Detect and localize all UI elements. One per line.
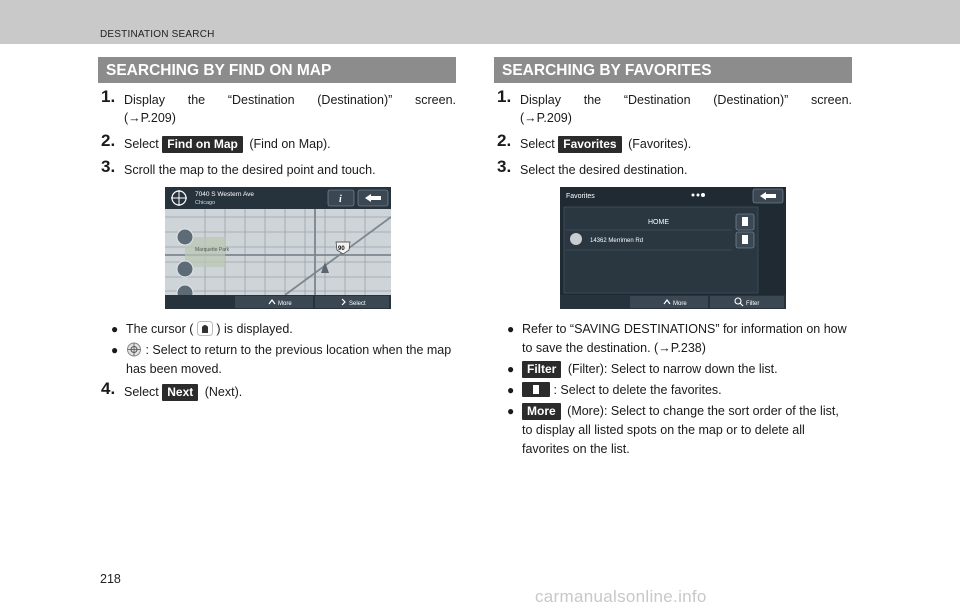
notes-list: [494, 320, 852, 459]
map-address: 7040 S Western Ave: [195, 191, 255, 198]
notes-list: [98, 320, 456, 379]
favorites-screen-title: Favorites: [566, 193, 595, 200]
more-button-label: More: [673, 301, 687, 307]
step-text: Display the “Destination (Destination)” screen.: [124, 93, 456, 107]
trash-icon: [742, 217, 748, 226]
favorites-screenshot: [560, 187, 852, 314]
note-text: (More): Select to change the sort order of the list, to display all listed spots on the map or to delete all favorites on the list.: [522, 404, 839, 456]
step-number: 3.: [101, 157, 116, 176]
step-number: 1.: [497, 87, 512, 106]
step-number: 1.: [101, 87, 116, 106]
favorites-section: [494, 57, 852, 459]
page-reference: (→P.209): [520, 111, 572, 125]
step-2: [98, 131, 456, 153]
select-button-label: Select: [349, 301, 366, 307]
favorite-home: HOME: [648, 219, 669, 226]
map-side-buttons: [177, 229, 193, 301]
highway-number: 90: [338, 246, 345, 252]
step-label: Select: [124, 137, 159, 151]
favorites-button: Favorites: [558, 136, 621, 153]
step-1: [98, 87, 456, 127]
page-reference: (→P.209): [124, 111, 176, 125]
note-cursor: ● The cursor ( ) is displayed.: [111, 322, 293, 336]
header-bar: [0, 0, 960, 44]
note-return: ● : Select to return to the previous location when the map has been moved.: [111, 343, 452, 376]
step-suffix: (Next).: [204, 385, 243, 399]
note-text: : Select to return to the previous location when the map has been moved.: [126, 343, 452, 376]
section-heading: SEARCHING BY FIND ON MAP: [98, 57, 456, 83]
note-text: Refer to “SAVING DESTINATIONS” for information on how to save the destination. (→P.238): [522, 322, 847, 355]
more-button-label: More: [278, 301, 292, 307]
favorites-screen-image: [560, 187, 786, 309]
step-4: [98, 379, 456, 401]
return-location-icon: [126, 342, 142, 357]
next-button: Next: [162, 384, 198, 401]
step-number: 2.: [497, 131, 512, 150]
step-number: 4.: [101, 379, 116, 398]
map-screenshot: [165, 187, 456, 314]
section-heading: SEARCHING BY FAVORITES: [494, 57, 852, 83]
section-title: DESTINATION SEARCH: [100, 29, 215, 40]
favorite-item: 14362 Merrimen Rd: [590, 238, 644, 244]
step-text: Select the desired destination.: [520, 163, 688, 177]
step-1: [494, 87, 852, 127]
note-more: ● More (More): Select to change the sort order of the list, to display all listed spots on the map or to delete all favorites on the list.: [507, 404, 839, 456]
find-on-map-section: [98, 57, 456, 401]
favorites-status-icons: [692, 193, 706, 197]
step-text: Scroll the map to the desired point and touch.: [124, 163, 376, 177]
note-text: The cursor (: [126, 322, 194, 336]
step-text: Display the “Destination (Destination)” screen.: [520, 93, 852, 107]
note-text: (Filter): Select to narrow down the list.: [567, 362, 778, 376]
step-number: 3.: [497, 157, 512, 176]
step-number: 2.: [101, 131, 116, 150]
step-2: [494, 131, 852, 153]
info-icon: i: [339, 194, 342, 205]
note-text: ) is displayed.: [216, 322, 293, 336]
step-suffix: (Find on Map).: [249, 137, 331, 151]
note-text: : Select to delete the favorites.: [553, 383, 722, 397]
note-refer: ● Refer to “SAVING DESTINATIONS” for information on how to save the destination. (→P.238): [507, 322, 847, 355]
trash-icon: [522, 382, 538, 397]
filter-button: Filter: [522, 361, 561, 378]
step-label: Select: [124, 385, 159, 399]
map-park-label: Marquette Park: [195, 247, 230, 253]
more-button: More: [522, 403, 561, 420]
find-on-map-button: Find on Map: [162, 136, 243, 153]
step-label: Select: [520, 137, 555, 151]
note-filter: ● Filter (Filter): Select to narrow down the list.: [507, 362, 778, 376]
step-suffix: (Favorites).: [628, 137, 692, 151]
favorite-pin-icon: [570, 233, 582, 245]
note-delete: ● : Select to delete the favorites.: [507, 383, 722, 397]
map-screen-image: [165, 187, 391, 309]
page-number: 218: [100, 572, 121, 586]
filter-button-label: Filter: [746, 301, 760, 307]
trash-icon: [742, 235, 748, 244]
step-3: [98, 157, 456, 179]
step-3: [494, 157, 852, 179]
watermark: carmanualsonline.info: [535, 587, 707, 606]
map-city: Chicago: [195, 200, 216, 206]
cursor-icon: [197, 321, 213, 336]
